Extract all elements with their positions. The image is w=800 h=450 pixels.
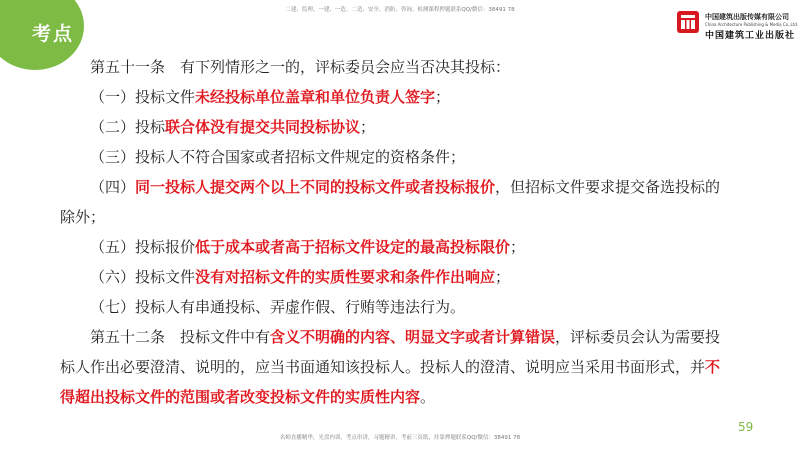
publisher-name-cn: 中国建筑出版传媒有限公司 xyxy=(705,13,789,21)
article-51-item-3: （三）投标人不符合国家或者招标文件规定的资格条件； xyxy=(90,148,466,166)
footer-note: 名师直播精华，光盘内训，考点串讲，习题精讲，考前三页纸，挂靠押题联系QQ/微信：38491 78 xyxy=(279,435,521,441)
publisher-name-en: China Architecture Publishing & Media Co.,Ltd. xyxy=(705,22,799,27)
article-51-item-4: （四）同一投标人提交两个以上不同的投标文件或者投标报价，但招标文件要求提交备选投标的除外； xyxy=(60,178,721,226)
article-51-item-5: （五）投标报价低于成本或者高于招标文件设定的最高投标限价； xyxy=(90,238,526,256)
publisher-name-calligraphy: 中国建筑工业出版社 xyxy=(705,31,796,41)
slide-content xyxy=(60,52,725,412)
article-51-item-6: （六）投标文件没有对招标文件的实质性要求和条件作出响应； xyxy=(90,268,511,286)
topic-badge-label: 考点 xyxy=(32,23,75,45)
highlight-text: 含义不明确的内容、明显文字或者计算错误 xyxy=(270,328,556,346)
header-note: 二建、监理、一建、一造、二造、安全、消防、咨询、检测课程押题联系QQ/微信：38491 78 xyxy=(285,7,515,13)
highlight-text: 低于成本或者高于招标文件设定的最高投标限价 xyxy=(195,238,511,256)
article-51-item-7: （七）投标人有串通投标、弄虚作假、行贿等违法行为。 xyxy=(90,298,466,316)
highlight-text: 联合体没有提交共同投标协议 xyxy=(165,118,361,136)
highlight-text: 不得超出投标文件的范围或者改变投标文件的实质性内容 xyxy=(60,358,721,406)
article-51-item-1: （一）投标文件未经投标单位盖章和单位负责人签字； xyxy=(90,88,451,106)
highlight-text: 没有对招标文件的实质性要求和条件作出响应 xyxy=(195,268,496,286)
article-52-paragraph: 第五十二条 投标文件中有含义不明确的内容、明显文字或者计算错误，评标委员会认为需要投标人作出必要澄清、说明的，应当书面通知该投标人。投标人的澄清、说明应当采用书面形式，并不得超出投标文件的范围或者改变投标文件的实质性内容。 xyxy=(60,328,721,406)
article-51-heading: 第五十一条 有下列情形之一的，评标委员会应当否决其投标： xyxy=(90,58,511,76)
publisher-logo-block xyxy=(676,10,799,44)
article-51-item-2: （二）投标联合体没有提交共同投标协议； xyxy=(90,118,376,136)
highlight-text: 未经投标单位盖章和单位负责人签字 xyxy=(195,88,436,106)
building-logo-icon xyxy=(676,10,700,34)
highlight-text: 同一投标人提交两个以上不同的投标文件或者投标报价 xyxy=(135,178,496,196)
page-number: 59 xyxy=(738,420,754,434)
